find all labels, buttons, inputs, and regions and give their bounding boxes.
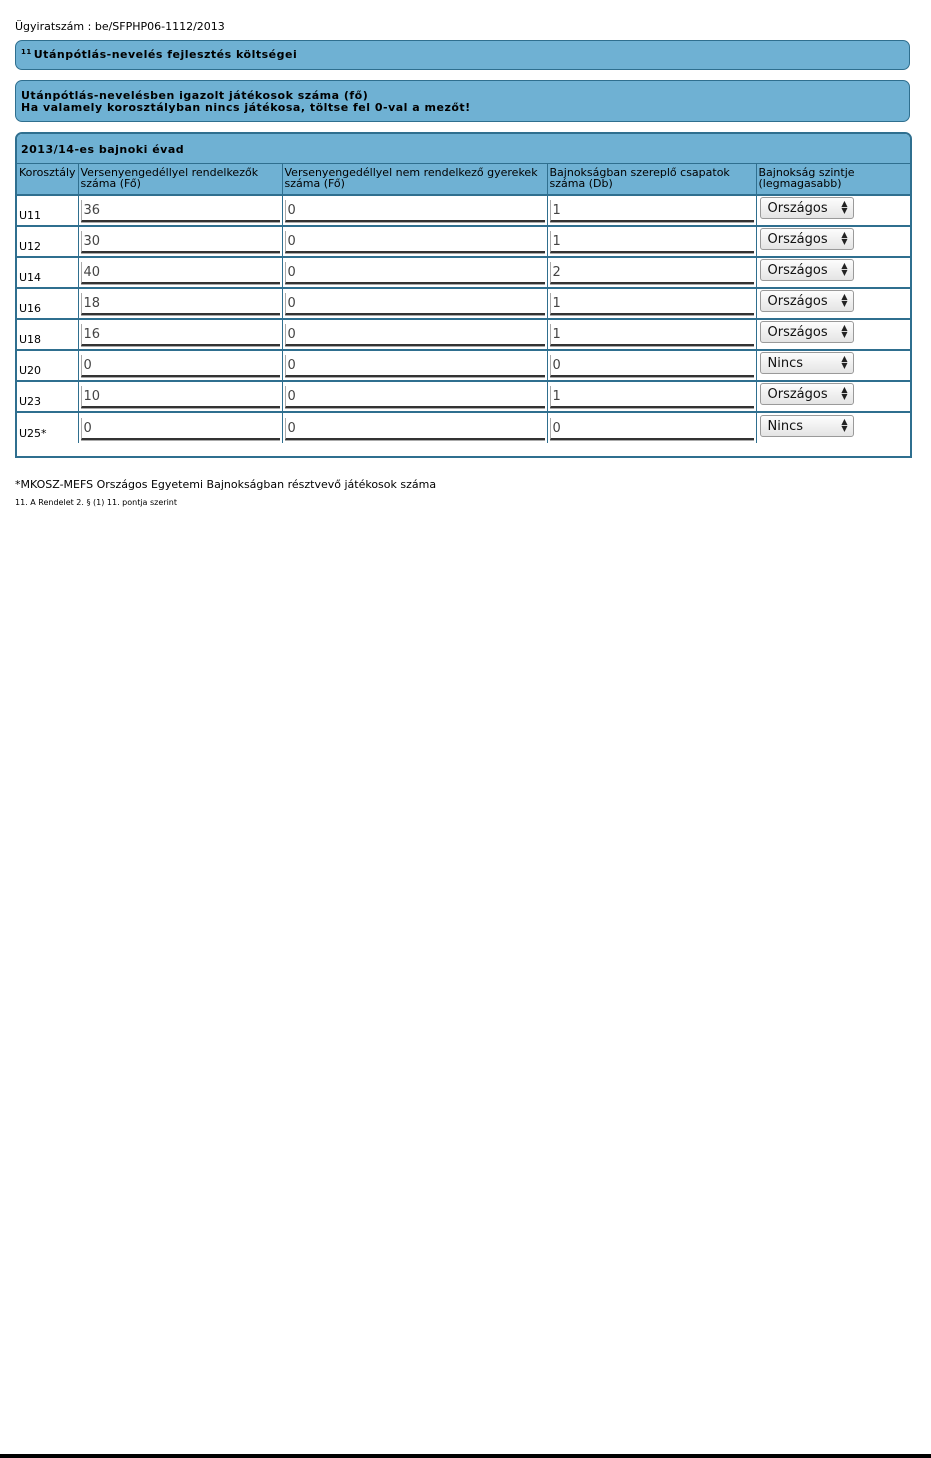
header-age-group: Korosztály bbox=[17, 164, 78, 195]
unlicensed-count-input[interactable] bbox=[285, 231, 545, 253]
updown-arrows-icon: ▲ ▼ bbox=[841, 261, 848, 277]
season-table-box bbox=[15, 132, 912, 458]
table-cell bbox=[78, 319, 282, 350]
unlicensed-count-input[interactable] bbox=[285, 293, 545, 315]
level-select-value: Országos bbox=[767, 325, 828, 340]
level-select[interactable] bbox=[760, 415, 854, 437]
table-cell bbox=[756, 412, 910, 443]
header-level: Bajnokság szintje (legmagasabb) bbox=[756, 164, 910, 195]
table-cell bbox=[547, 412, 756, 443]
licensed-count-input[interactable] bbox=[81, 200, 280, 222]
table-cell bbox=[78, 195, 282, 226]
teams-count-input[interactable] bbox=[550, 418, 754, 440]
table-cell bbox=[547, 319, 756, 350]
teams-count-input[interactable] bbox=[550, 386, 754, 408]
table-cell bbox=[547, 257, 756, 288]
header-licensed: Versenyengedéllyel rendelkezők száma (Fő) bbox=[78, 164, 282, 195]
unlicensed-count-input[interactable] bbox=[285, 324, 545, 346]
table-cell bbox=[547, 288, 756, 319]
table-row bbox=[17, 226, 910, 257]
licensed-count-input[interactable] bbox=[81, 293, 280, 315]
licensed-count-input[interactable] bbox=[81, 418, 280, 440]
age-group-label: U11 bbox=[17, 195, 78, 226]
table-cell bbox=[78, 350, 282, 381]
updown-arrows-icon: ▲ ▼ bbox=[841, 354, 848, 370]
table-cell bbox=[756, 350, 910, 381]
level-select[interactable] bbox=[760, 321, 854, 343]
case-number: Ügyiratszám : be/SFPHP06-1112/2013 bbox=[15, 20, 225, 33]
table-header-row bbox=[17, 164, 910, 195]
licensed-count-input[interactable] bbox=[81, 262, 280, 284]
footnote-marker: 11 bbox=[21, 48, 32, 56]
updown-arrows-icon: ▲ ▼ bbox=[841, 385, 848, 401]
teams-count-input[interactable] bbox=[550, 200, 754, 222]
table-cell bbox=[547, 350, 756, 381]
table-cell bbox=[282, 319, 547, 350]
table-cell bbox=[282, 195, 547, 226]
level-select-value: Nincs bbox=[767, 418, 803, 434]
table-cell bbox=[756, 195, 910, 226]
table-cell bbox=[756, 226, 910, 257]
updown-arrows-icon: ▲ ▼ bbox=[841, 323, 848, 339]
age-group-label: U12 bbox=[17, 226, 78, 257]
footnote-mkosz: *MKOSZ-MEFS Országos Egyetemi Bajnokságban résztvevő játékosok száma bbox=[15, 478, 437, 491]
table-cell bbox=[756, 319, 910, 350]
licensed-count-input[interactable] bbox=[81, 231, 280, 253]
level-select-value: Nincs bbox=[767, 356, 803, 371]
table-cell bbox=[547, 381, 756, 412]
table-cell bbox=[78, 381, 282, 412]
unlicensed-count-input[interactable] bbox=[285, 200, 545, 222]
updown-arrows-icon: ▲ ▼ bbox=[841, 230, 848, 246]
age-group-label: U25* bbox=[17, 412, 78, 443]
teams-count-input[interactable] bbox=[550, 324, 754, 346]
header-teams: Bajnokságban szereplő csapatok száma (Db) bbox=[547, 164, 756, 195]
table-cell bbox=[78, 257, 282, 288]
section-title: Utánpótlás-nevelés fejlesztés költségei bbox=[33, 48, 298, 61]
table-row bbox=[17, 350, 910, 381]
age-group-label: U18 bbox=[17, 319, 78, 350]
age-group-label: U14 bbox=[17, 257, 78, 288]
level-select[interactable] bbox=[760, 228, 854, 250]
bottom-border bbox=[0, 1454, 931, 1458]
updown-arrows-icon: ▲ ▼ bbox=[841, 199, 848, 215]
table-cell bbox=[547, 226, 756, 257]
age-group-label: U16 bbox=[17, 288, 78, 319]
unlicensed-count-input[interactable] bbox=[285, 386, 545, 408]
table-cell bbox=[282, 226, 547, 257]
level-select-value: Országos bbox=[767, 232, 828, 247]
unlicensed-count-input[interactable] bbox=[285, 355, 545, 377]
level-select[interactable] bbox=[760, 290, 854, 312]
instructions-line-1: Utánpótlás-nevelésben igazolt játékosok száma (fő) bbox=[21, 89, 369, 102]
table-row bbox=[17, 195, 910, 226]
age-group-label: U20 bbox=[17, 350, 78, 381]
table-cell bbox=[756, 381, 910, 412]
unlicensed-count-input[interactable] bbox=[285, 418, 545, 440]
updown-arrows-icon: ▲ ▼ bbox=[841, 416, 848, 433]
table-row bbox=[17, 288, 910, 319]
level-select-value: Országos bbox=[767, 201, 828, 216]
table-row bbox=[17, 412, 910, 443]
instructions-line-2: Ha valamely korosztályban nincs játékosa, töltse fel 0-val a mezőt! bbox=[21, 101, 471, 114]
header-unlicensed: Versenyengedéllyel nem rendelkező gyerekek száma (Fő) bbox=[282, 164, 547, 195]
table-cell bbox=[78, 226, 282, 257]
table-cell bbox=[282, 350, 547, 381]
teams-count-input[interactable] bbox=[550, 293, 754, 315]
table-row bbox=[17, 319, 910, 350]
table-cell bbox=[282, 257, 547, 288]
teams-count-input[interactable] bbox=[550, 262, 754, 284]
level-select[interactable] bbox=[760, 259, 854, 281]
instructions-panel bbox=[15, 80, 910, 122]
season-title: 2013/14-es bajnoki évad bbox=[17, 134, 910, 164]
age-group-label: U23 bbox=[17, 381, 78, 412]
table-cell bbox=[78, 412, 282, 443]
table-cell bbox=[756, 257, 910, 288]
table-row bbox=[17, 257, 910, 288]
updown-arrows-icon: ▲ ▼ bbox=[841, 292, 848, 308]
level-select[interactable] bbox=[760, 383, 854, 405]
level-select[interactable] bbox=[760, 352, 854, 374]
level-select-value: Országos bbox=[767, 263, 828, 278]
table-cell bbox=[282, 412, 547, 443]
footnote-decree: 11. A Rendelet 2. § (1) 11. pontja szerint bbox=[15, 498, 178, 507]
licensed-count-input[interactable] bbox=[81, 386, 280, 408]
table-cell bbox=[756, 288, 910, 319]
table-cell bbox=[78, 288, 282, 319]
licensed-count-input[interactable] bbox=[81, 355, 280, 377]
players-table bbox=[17, 164, 910, 443]
section-header bbox=[15, 40, 910, 70]
table-cell bbox=[282, 288, 547, 319]
level-select-value: Országos bbox=[767, 387, 828, 402]
level-select-value: Országos bbox=[767, 294, 828, 309]
licensed-count-input[interactable] bbox=[81, 324, 280, 346]
teams-count-input[interactable] bbox=[550, 355, 754, 377]
table-cell bbox=[282, 381, 547, 412]
table-cell bbox=[547, 195, 756, 226]
level-select[interactable] bbox=[760, 197, 854, 219]
teams-count-input[interactable] bbox=[550, 231, 754, 253]
unlicensed-count-input[interactable] bbox=[285, 262, 545, 284]
table-row bbox=[17, 381, 910, 412]
